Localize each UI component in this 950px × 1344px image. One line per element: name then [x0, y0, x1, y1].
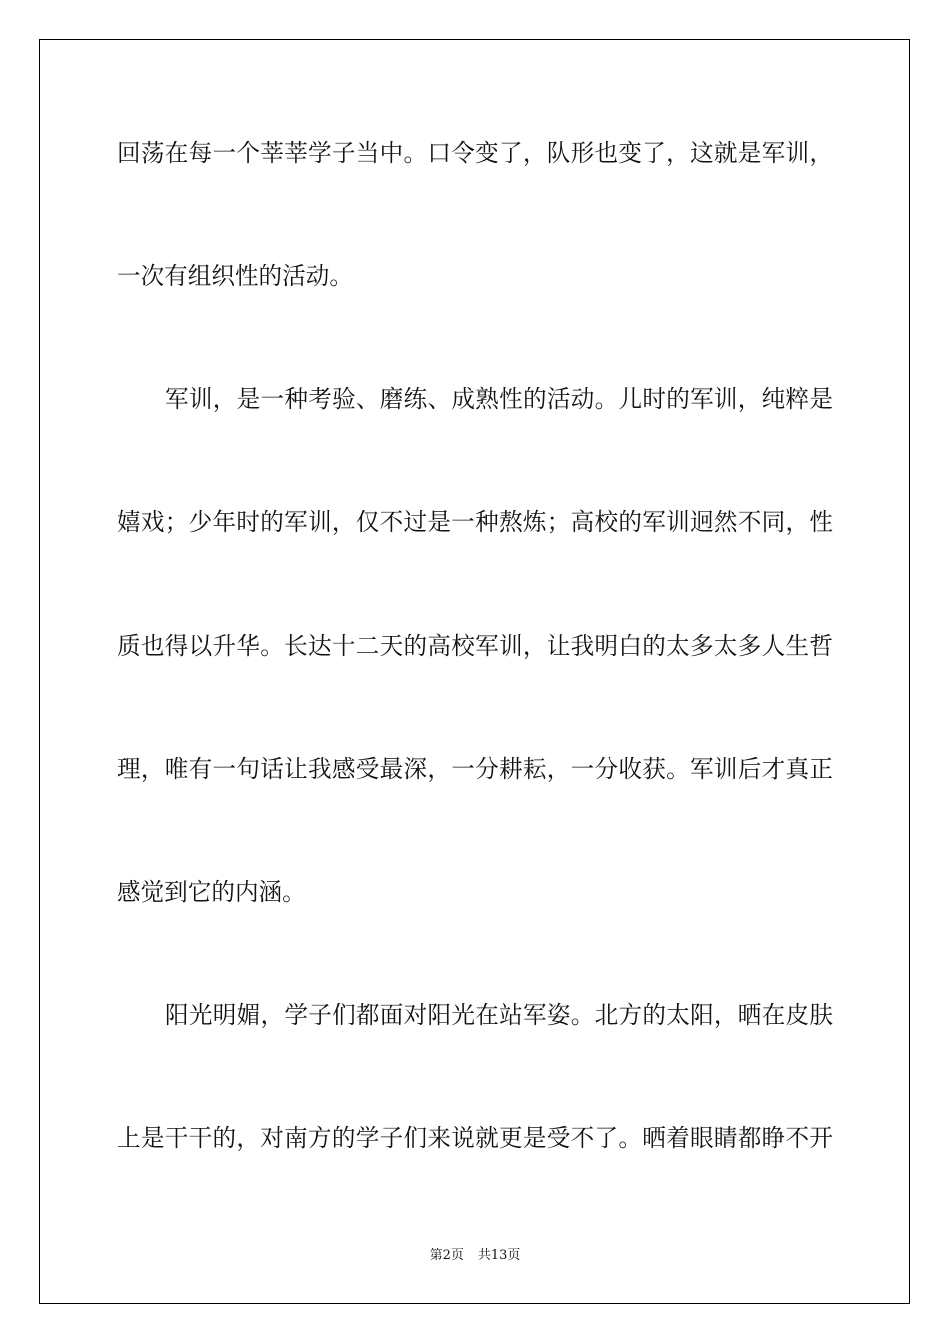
paragraph-line: 理，唯有一句话让我感受最深，一分耕耘，一分收获。军训后才真正 — [117, 755, 833, 783]
paragraph-line: 质也得以升华。长达十二天的高校军训，让我明白的太多太多人生哲 — [117, 632, 833, 660]
paragraph-line: 感觉到它的内涵。 — [117, 878, 306, 906]
paragraph-line: 一次有组织性的活动。 — [117, 262, 353, 290]
paragraph-line: 军训，是一种考验、磨练、成熟性的活动。儿时的军训，纯粹是 — [165, 385, 833, 413]
page-footer — [0, 1246, 950, 1266]
paragraph-line: 阳光明媚，学子们都面对阳光在站军姿。北方的太阳，晒在皮肤 — [165, 1001, 833, 1029]
paragraph-line: 嬉戏；少年时的军训，仅不过是一种熬炼；高校的军训迥然不同，性 — [117, 508, 833, 536]
paragraph-line: 上是干干的，对南方的学子们来说就更是受不了。晒着眼睛都睁不开 — [117, 1124, 833, 1152]
page-number: 第2页 — [429, 1248, 464, 1263]
paragraph-line: 回荡在每一个莘莘学子当中。口令变了，队形也变了，这就是军训， — [117, 139, 833, 167]
page-frame — [39, 39, 910, 1304]
total-pages: 共13页 — [477, 1248, 521, 1263]
